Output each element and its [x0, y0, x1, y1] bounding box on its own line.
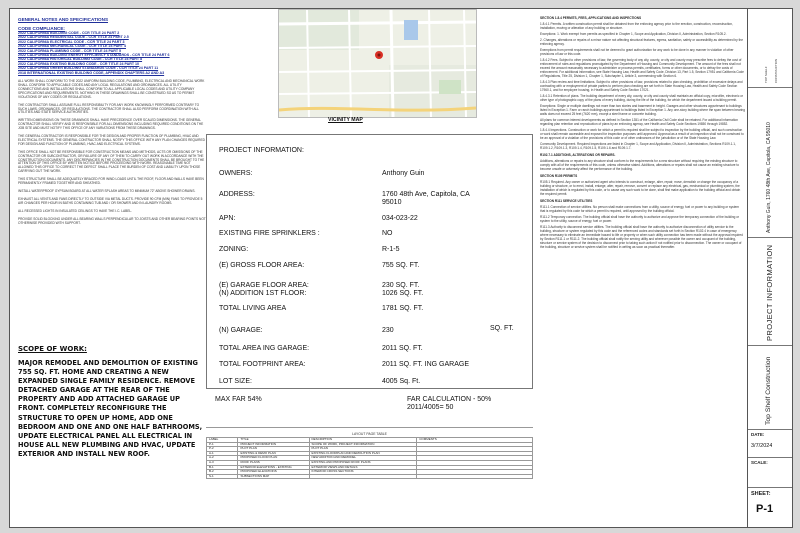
- general-note-paragraph: THIS STRUCTURE SHALL BE ADEQUATELY BRACED FOR WIND LOADS UNTIL THE ROOF, FLOOR AND WALLS HAVE BEEN PERMANENTLY FRAMED TOGETHER AND SHEATHED.: [18, 177, 204, 186]
- table-cell: EXTERIOR VIEWS AND DETAILS: [309, 465, 417, 470]
- table-cell: EXISTING & DEMO PLAN: [238, 451, 309, 456]
- title-block-logo-area: [748, 9, 793, 88]
- general-note-paragraph: THE GENERAL CONTRACTOR IS RESPONSIBLE FOR THE DESIGN AND PROPER FUNCTION OF PLUMBING, HVAC AND ELECTRICAL SYSTEMS. THE GENERAL CONTRACTOR SHALL NOTIFY THIS OFFICE WITH ANY PLAN CHANGES REQUIRED FOR DESIGN AND FUNCTION OF PLUMBING, HVAC AND ELECTRICAL SYSTEMS.: [18, 134, 205, 146]
- general-notes: [18, 17, 206, 229]
- project-info-label: TOTAL LIVING AREA: [219, 305, 287, 312]
- general-note-paragraph: THE CONTRACTOR SHALL ASSUME FULL RESPONSIBILITY FOR ANY WORK KNOWINGLY PERFORMED CONTRARY TO SUCH LAWS, ORDINANCES, OR REGULATIONS. THE CONTRACTOR SHALL ALSO PERFORM COORDINATION WITH ALL UTILITIES AND STATE SERVICE AUTHORITIES.: [18, 102, 200, 115]
- project-info-value: 034-023-22: [382, 215, 418, 222]
- permit-paragraph: Exemptions from permit requirements shall not be deemed to grant authorization for any work to be done in any manner in violation of other provisions of law or this code.: [540, 48, 734, 56]
- code-item: 2022 CALIFORNIA ELECTRICAL CODE - CCR TITLE 24 PART 3: [18, 39, 125, 44]
- project-info-label: TOTAL AREA ING GARAGE:: [219, 345, 310, 352]
- permit-paragraph: All plans for common interest developments as defined in Section 1351 of the California Civil Code shall be retained. For additional information regarding plan retention and reproduction of plans by an enforcing agency, see Health and Safety Code Sections 19850 through 19852.: [540, 118, 738, 126]
- table-cell: PROPOSED ELEVATIONS: [238, 470, 309, 475]
- company-name: Top Shelf Construction: [765, 356, 772, 425]
- table-cell: SUBSECTIONS MAP: [238, 474, 309, 479]
- project-info-label: (E) GROSS FLOOR AREA:: [219, 262, 305, 269]
- table-header-cell: DESCRIPTION: [309, 438, 417, 443]
- permit-paragraph: R105.1 Required. Any owner or authorized agent who intends to construct, enlarge, alter, repair, move, demolish or change the occupancy of a building or structure, or to erect, install, enlarge, alter, repair, remove, convert or replace any electrical, gas, mechanical or plumbing system, the installation of which is regulated by this code, or to cause any such work to be done, shall first make application to the building official and obtain the required permit.: [540, 180, 741, 196]
- permit-paragraph: Exceptions: Single or multiple dwellings not more than two stories and basement in height. Garages and other structures appurtenant to buildings listed in Exception 1. Farm or ranch buildings appurtenant to buildings listed in Exception 1. Any one-story building where the span between bearing walls does not exceed 25 feet (7620 mm), except a steel frame or concrete building.: [540, 104, 745, 116]
- code-item: 2022 CALIFORNIA PLUMBING CODE - CCR TITLE 24 PART 5: [18, 48, 122, 53]
- project-info-label: APN:: [219, 215, 236, 222]
- sheet-number: P-1: [756, 503, 774, 515]
- table-cell: P-2: [207, 447, 238, 452]
- layout-page-table: [206, 427, 533, 521]
- project-info-title: PROJECT INFORMATION:: [219, 147, 304, 154]
- table-header-cell: LABEL: [207, 438, 238, 443]
- table-cell: EXTERIOR ELEVATIONS - EXISTING: [238, 465, 309, 470]
- table-cell: PLOT PLAN: [309, 447, 417, 452]
- date-block: [748, 429, 793, 458]
- general-note-paragraph: ALL RECESSED LIGHTS IN INSULATED CEILINGS TO HAVE THE I.C. LABEL.: [18, 208, 133, 213]
- project-info-value: 230 SQ. FT.: [382, 282, 420, 289]
- sheet-title-block: [748, 237, 793, 346]
- code-item: 2022 CALIFORNIA GREEN BUILDING STANDARDS CODE - CCR TITLE 24 PART 11: [18, 66, 159, 71]
- scope-of-work: [18, 345, 204, 459]
- general-note-paragraph: PROVIDE SOLID BLOCKING UNDER ALL BEARING WALLS PERPENDICULAR TO JOISTS AND OTHER BEARING POINTS NOT OTHERWISE PROVIDED WITH SUPPORT.: [18, 216, 206, 225]
- company-block: [748, 345, 793, 430]
- project-info-value: FAR CALCULATION - 50%: [407, 396, 492, 403]
- code-item: 2022 CALIFORNIA EXISTING BUILDING CODE - CCR TITLE 24 PART 10: [18, 61, 140, 66]
- project-info-label: MAX FAR 54%: [215, 396, 262, 403]
- table-cell: B-1: [207, 465, 238, 470]
- project-info-label: TOTAL FOOTPRINT AREA:: [219, 361, 306, 368]
- map-graphic: [279, 10, 476, 117]
- code-item: 2022 CALIFORNIA RESIDENTIAL CODE - CCR TITLE 24 PART 2.5: [18, 35, 129, 40]
- code-item: 2018 INTERNATIONAL EXISTING BUILDING CODE, APPENDIX CHAPTERS A2 AND A3: [18, 70, 165, 75]
- permit-paragraph: 2. Changes, alterations or repairs of a minor nature not affecting structural features, egress, sanitation, safety or accessibility as determined by the enforcing agency.: [540, 38, 743, 46]
- table-cell: A-3: [207, 460, 238, 465]
- project-info-label: (N) GARAGE:: [219, 327, 263, 334]
- permit-section-heading: SECTION R105 PERMITS: [540, 174, 578, 178]
- permit-paragraph: 1.8.4.1 Permits. A written construction permit shall be obtained from the enforcing agency prior to the erection, construction, reconstruction, installation, moving or alteration of any building or structure.: [540, 22, 733, 30]
- table-cell: A-1: [207, 451, 238, 456]
- general-note-paragraph: THIS OFFICE SHALL NOT BE RESPONSIBLE FOR CONSTRUCTION MEANS AND METHODS, ACTS OR OMISSIONS OF THE CONTRACTOR OR SUBCONTRACTOR, OR FAILURE OF ANY OF THEM TO CARRY OUT WORK IN ACCORDANCE WITH THE CONSTRUCTION DOCUMENTS. ANY DISCREPANCIES IN THE CONSTRUCTION DOCUMENTS SHALL BE BROUGHT TO THE ATTENTION OF THIS OFFICE BY WRITTEN NOTICE BEFORE PROCEEDING WITH WORK. REASONABLE TIME NOT ALLOWED THIS OFFICE TO CORRECT THE DEFECT SHALL PLACE THE BURDEN OF COST AND LIABILITY UPON THOSE CARRYING OUT THE WORK.: [18, 149, 205, 174]
- project-info-label: ADDRESS:: [219, 191, 255, 198]
- permit-paragraph: R111.1 Connection of service utilities. No person shall make connections from a utility, source of energy, fuel or power to any building or system that is regulated by this code for which a permit is required, until approved by the building official.: [540, 205, 739, 213]
- table-cell: [309, 474, 417, 479]
- permit-paragraph: Exceptions: 1. Work exempt from permits as specified in Chapter 1, Scope and Application, Division II, Administration, Section R105.2.: [540, 32, 727, 36]
- code-compliance-title: CODE COMPLIANCE:: [18, 26, 65, 31]
- table-header-cell: TITLE: [238, 438, 309, 443]
- table-cell: SCOPE OF WORK, PROJECT INFORMATION: [309, 442, 417, 447]
- permit-paragraph: 1.8.4.2 Fees. Subject to other provisions of law, the governing body of any city, county, or city and county may prescribe fees to defray the cost of enforcement of rules and regulations promulgated by the Department of Housing and Community Development. The amount of the fees shall not exceed the amount reasonably necessary to administer or process permits, certificates, forms or other documents, or to defray the costs of enforcement. For additional information, see State Housing Law, Health and Safety Code, Division 13, Part 1.5, Section 17951 and California Code of Regulations, Title 25, Division 1, Chapter 1, Subchapter 1, Article 3, commencing with Section 6.: [540, 58, 744, 78]
- permit-section-heading: SECTION R111 SERVICE UTILITIES: [540, 199, 593, 203]
- owner-block: [748, 87, 793, 238]
- project-info-label: (E) GARAGE FLOOR AREA:: [219, 282, 309, 289]
- vicinity-map: [278, 9, 477, 118]
- layout-table-title: LAYOUT PAGE TABLE: [352, 432, 387, 436]
- table-cell: [417, 474, 533, 479]
- project-info-value: 1781 SQ. FT.: [382, 305, 424, 312]
- table-cell: B-2: [207, 470, 238, 475]
- project-info-value: Anthony Guin: [382, 170, 425, 177]
- project-info-label: EXISTING FIRE SPRINKLERS :: [219, 230, 320, 237]
- general-note-paragraph: WRITTEN DIMENSIONS ON THESE DRAWINGS SHALL HAVE PRECEDENCE OVER SCALED DIMENSIONS. THE GENERAL CONTRACTOR SHALL VERIFY AND IS RESPONSIBLE FOR ALL DIMENSIONS INCLUDING REQUIRED CONDITIONS ON THE JOB SITE AND MUST NOTIFY THIS OFFICE OF ANY VARIATIONS FROM THESE DRAWINGS.: [18, 118, 204, 131]
- code-item: 2022 CALIFORNIA MECHANICAL CODE - CCR TITLE 24 PART 4: [18, 44, 126, 49]
- table-cell: PLOT PLAN: [238, 447, 309, 452]
- permit-paragraph: R111.3 Authority to disconnect service utilities. The building official shall have the authority to authorize disconnection of utility service to the building, structure or system regulated by this code and the referenced codes and standards set forth in Section R102.4 in case of emergency where necessary to eliminate an immediate hazard to life or property or when such utility connection has been made without the approval required by Section R111.1 or R111.2. The building official shall notify the serving utility and wherever possible the owner and occupant of the building, structure or service system of the decision to disconnect prior to taking such action if not notified prior to disconnection. The owner or occupant of the building, structure or service system shall be notified in writing as soon as practical thereafter.: [540, 225, 743, 249]
- scale-label: SCALE:: [751, 460, 768, 465]
- vicinity-map-title: VICINITY MAP: [328, 117, 363, 123]
- project-info-label: OWNERS:: [219, 170, 253, 177]
- project-info-label: LOT SIZE:: [219, 378, 252, 385]
- permit-section-heading: R102.7.1 ADDITIONS, ALTERATIONS OR REPAIRS.: [540, 153, 616, 157]
- project-info-value-secondary: 2011/4005= 50: [407, 404, 454, 411]
- code-item: 2022 CALIFORNIA BUILDING ENERGY EFFICIENCY STANDARDS - CCR TITLE 24 PART 6: [18, 53, 170, 58]
- project-info-value: 1026 SQ. FT.: [382, 290, 424, 297]
- sheet-title: PROJECT INFORMATION: [765, 244, 774, 341]
- owner-block-text: Anthony Guin, 1760 48th Ave, Capitola, CA 95010: [766, 122, 772, 233]
- permit-paragraph: Community Development. Required inspections are listed in Chapter 1, Scope and Application, Division II, Administration, Sections R109.1.1, R109.1.2, R109.1.3, R109.1.4, R109.1.5, R109.1.6 and R109.1.7.: [540, 142, 736, 150]
- permit-paragraph: 1.8.4.4 Inspections. Construction or work for which a permit is required shall be subject to inspection by the building official, and such construction or work shall remain accessible and exposed for inspection purposes until approved. Approval as a result of an inspection shall not be construed to be an approval of a violation of the provisions of this code or of other ordinances of the jurisdiction or of the State Housing Law.: [540, 128, 744, 140]
- general-notes-paragraphs: [18, 80, 206, 225]
- designer-note: TOP SHELF: [764, 66, 768, 83]
- project-info-value-secondary: SQ. FT.: [490, 325, 514, 332]
- project-info-value: 4005 Sq. Ft.: [382, 378, 421, 385]
- table-cell: INTERIOR CROSS SECTIONS: [309, 470, 417, 475]
- designer-note-2: CONSTRUCTION: [774, 58, 778, 83]
- permit-paragraph: 1.8.4.3 Plan review and time limitations. Subject to other provisions of law, provisions related to plan checking, prohibition of excessive delays and contracting with or employment of private parties to perform plan checking are set forth in State Housing Law, Health and Safety Code Section 17960.1, and for employee housing, in Health and Safety Code Section 17021.: [540, 80, 743, 92]
- project-information-box: [206, 134, 533, 411]
- sheet-block: [748, 487, 793, 527]
- permits-notes: [540, 13, 745, 251]
- date-label: DATE:: [751, 432, 765, 437]
- scale-block: [748, 457, 793, 488]
- table-row: [207, 474, 533, 479]
- project-info-value: 1760 48th Ave, Capitola, CA 95010: [382, 191, 470, 206]
- scope-text: MAJOR REMODEL AND DEMOLITION OF EXISTING 755 SQ. FT. HOME AND CREATING A NEW EXPANDED SINGLE FAMILY RESIDENCE. REMOVE DETACHED GARAGE AT THE REAR OF THE PROPERTY AND ADD ATTACHED GARAGE UP FRONT. COMPLETELY RECONFIGURE THE STRUCTURE TO OPEN UP HOME, ADD ONE BEDROOM AND ONE AND ONE HALF BATHROOMS, UPDATE ELECTRICAL PANEL ALL ELECTRICAL IN HOUSE ALL NEW PLUMBING AND HVAC, UPDATE EXTERIOR AND INSTALL NEW ROOF.: [18, 359, 203, 458]
- scope-title: SCOPE OF WORK:: [18, 345, 87, 353]
- table-cell: A-2: [207, 456, 238, 461]
- drawing-sheet: [9, 8, 793, 528]
- table-cell: PROJECT INFORMATION: [238, 442, 309, 447]
- general-note-paragraph: INSTALL WATERPROOF GYPSUM BOARD AT ALL WATER SPLASH AREAS TO MINIMUM 72" ABOVE SHOWER DRAINS.: [18, 189, 196, 193]
- code-item: 2022 CALIFORNIA BUILDING CODE - CCR TITLE 24 PART 2: [18, 31, 120, 35]
- permit-paragraph: 1.8.4.3.1 Retention of plans. The building department of every city, county, or city and county shall maintain an official copy, microfilm, electronic or other type of photographic copy of the plans of every building, during the life of the building, for which the department issued a building permit.: [540, 94, 744, 102]
- table-cell: ROOF PLANS: [238, 460, 309, 465]
- project-info-value: 230: [382, 327, 394, 334]
- layout-table: [206, 437, 533, 479]
- table-cell: EXISTING FLOORPLAN AND DEMOLITION PLAN: [309, 451, 417, 456]
- project-info-label: (N) ADDITION 1ST FLOOR:: [219, 290, 307, 297]
- project-info-value: 2011 SQ. FT. ING GARAGE: [382, 361, 470, 368]
- project-info-value: 755 SQ. FT.: [382, 262, 420, 269]
- general-notes-title: GENERAL NOTES AND SPECIFICATIONS: [18, 17, 109, 22]
- table-header-cell: COMMENTS: [417, 438, 533, 443]
- general-note-paragraph: ALL WORK SHALL CONFORM TO THE 2022 UNIFORM BUILDING CODE, PLUMBING, ELECTRICAL AND MECHANICAL WORK SHALL CONFORM TO APPLICABLE CODES AND ANY LOCAL REGULATIONS AND ORDINANCES. ALL UTILITY CONNECTIONS AND INSTALLATIONS SHALL CONFORM TO ALL APPLICABLE LOCAL CODES AND UTILITY COMPANY SPECIFICATIONS AND REQUIREMENTS. NOTHING IN THESE DRAWINGS SHALL BE CONSTRUED SO AS TO PERMIT VIOLATIONS OF ANY CODES OR REGULATIONS.: [18, 79, 205, 99]
- project-info-value: NO: [382, 230, 393, 237]
- code-list: [18, 31, 206, 75]
- permit-section-heading: SECTION 1.8.4 PERMITS, FEES, APPLICATIONS AND INSPECTIONS: [540, 16, 642, 20]
- table-cell: S-1: [207, 474, 238, 479]
- sheet-label: SHEET:: [751, 491, 771, 497]
- project-info-label: ZONING:: [219, 246, 249, 253]
- table-cell: NEW ADDITION AND REMODEL: [309, 456, 417, 461]
- project-info-value: R-1-5: [382, 246, 400, 253]
- general-note-paragraph: EXHAUST ALL VENTS AND FANS DIRECTLY TO OUTSIDE VIA METAL DUCTS. PROVIDE 90 CFM (MIN) FANS TO PROVIDE 5 AIR CHANGES PER HOUR IN BATHS CONTAINING TUB AND / OR SHOWER AND IN LAUNDRY ROOMS.: [18, 196, 203, 205]
- table-cell: PROPOSED FLOOR PLAN: [238, 456, 309, 461]
- table-cell: EXISTING AND PROPOSED ROOF PLANS: [309, 460, 417, 465]
- title-block: [747, 9, 793, 527]
- permit-paragraph: R111.2 Temporary connection. The building official shall have the authority to authorize and approve the temporary connection of the building or system to the utility, source of energy, fuel or power.: [540, 215, 740, 223]
- code-item: 2022 CALIFORNIA HISTORICAL BUILDING CODE - CCR TITLE 24 PART 8: [18, 57, 143, 62]
- table-cell: P-1: [207, 442, 238, 447]
- project-info-value: 2011 SQ. FT.: [382, 345, 423, 352]
- permit-paragraph: Additions, alterations or repairs to any structure shall conform to the requirements for a new structure without requiring the existing structure to comply with all of the requirements of this code, unless otherwise stated. Additions, alterations or repairs shall not cause an existing structure to become unsafe or adversely affect the performance of the building.: [540, 159, 740, 171]
- date-value: 3/7/2024: [751, 443, 773, 449]
